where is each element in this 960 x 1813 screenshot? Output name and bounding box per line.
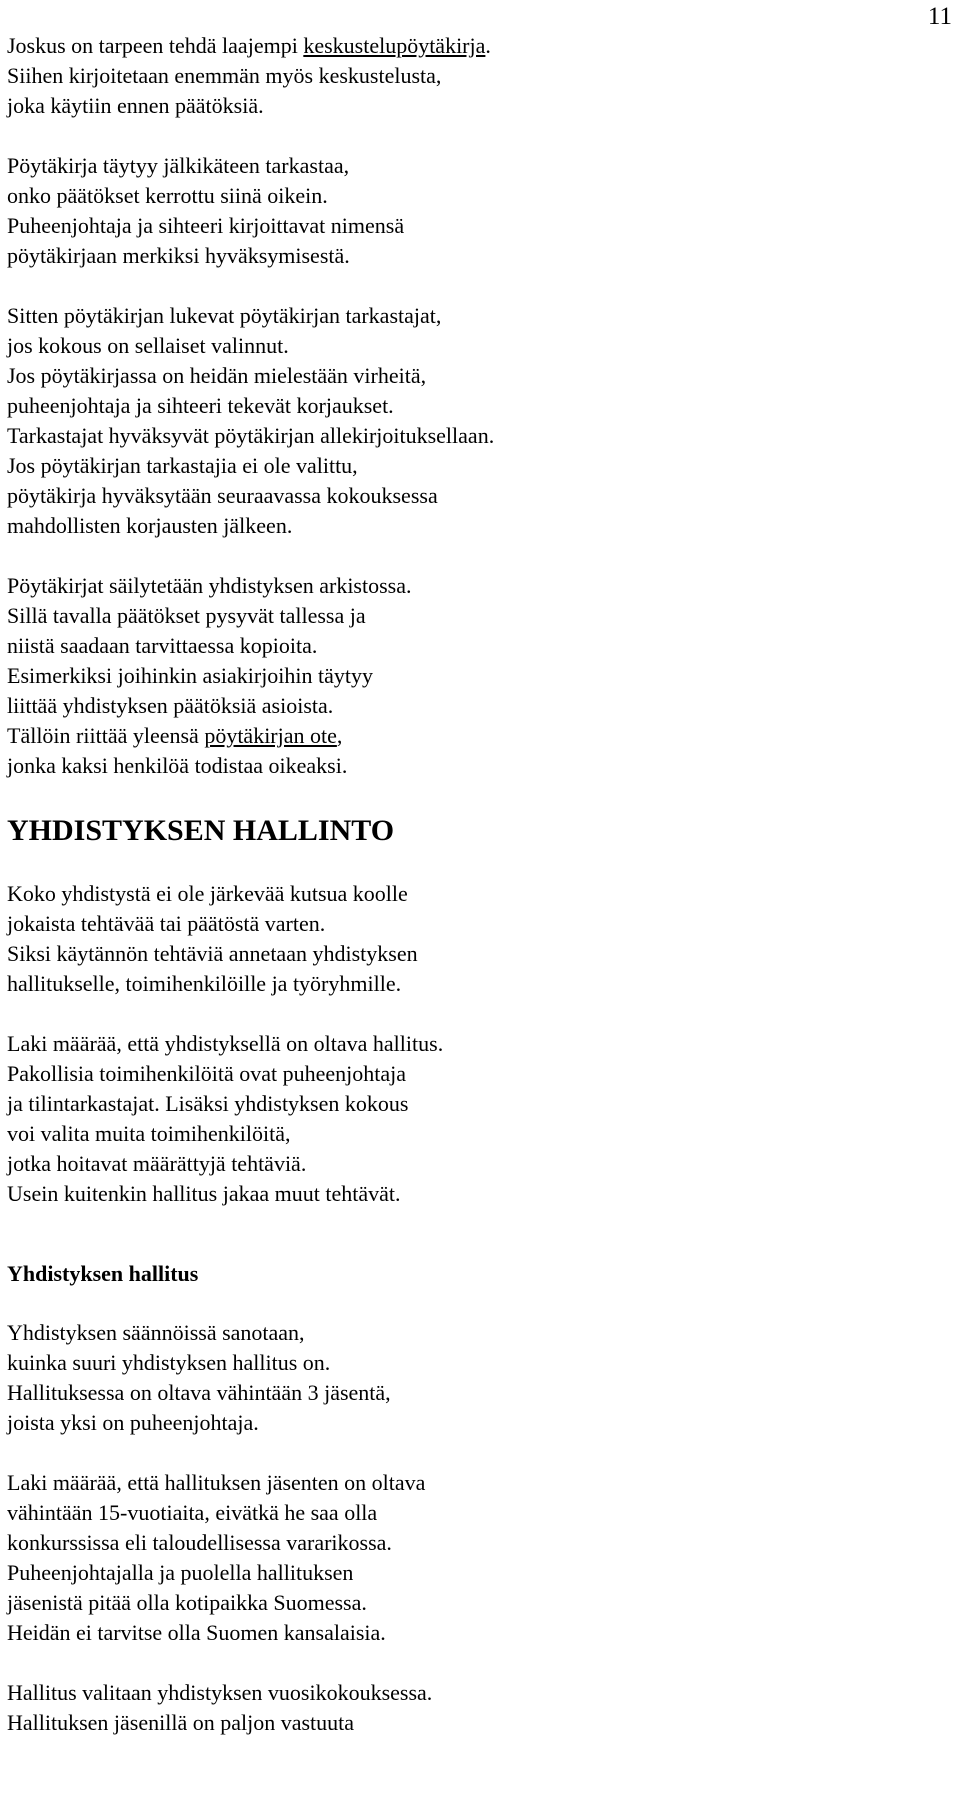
text-line: pöytäkirja hyväksytään seuraavassa kokouksessa bbox=[7, 483, 438, 508]
text-line: vähintään 15-vuotiaita, eivätkä he saa olla bbox=[7, 1500, 378, 1525]
paragraph-tarkastajat bbox=[7, 301, 947, 541]
text-line: Pöytäkirja täytyy jälkikäteen tarkastaa, bbox=[7, 153, 350, 178]
paragraph-keskustelupoytakirja bbox=[7, 31, 947, 121]
text-line: ja tilintarkastajat. Lisäksi yhdistyksen kokous bbox=[7, 1091, 409, 1116]
text-line: Hallituksessa on oltava vähintään 3 jäsentä, bbox=[7, 1380, 391, 1405]
text-line: Siihen kirjoitetaan enemmän myös keskustelusta, bbox=[7, 63, 442, 88]
link-poytakirjan-ote[interactable]: pöytäkirjan ote bbox=[204, 723, 337, 748]
paragraph-laki-hallitus bbox=[7, 1029, 947, 1209]
text-line: Jos pöytäkirjan tarkastajia ei ole valittu, bbox=[7, 453, 358, 478]
text-line: Pakollisia toimihenkilöitä ovat puheenjohtaja bbox=[7, 1061, 406, 1086]
text-line bbox=[7, 721, 947, 751]
text-line: Puheenjohtajalla ja puolella hallituksen bbox=[7, 1560, 354, 1585]
text-line: onko päätökset kerrottu siinä oikein. bbox=[7, 183, 328, 208]
text-segment: Joskus on tarpeen tehdä laajempi bbox=[7, 33, 304, 58]
text-line: Sitten pöytäkirjan lukevat pöytäkirjan tarkastajat, bbox=[7, 303, 442, 328]
text-line: Koko yhdistystä ei ole järkevää kutsua koolle bbox=[7, 881, 408, 906]
text-line: Laki määrää, että hallituksen jäsenten on oltava bbox=[7, 1470, 426, 1495]
link-keskustelupoytakirja[interactable]: keskustelupöytäkirja bbox=[303, 33, 486, 58]
text-line: Puheenjohtaja ja sihteeri kirjoittavat nimensä bbox=[7, 213, 405, 238]
text-segment: , bbox=[336, 723, 343, 748]
text-line: hallitukselle, toimihenkilöille ja työryhmille. bbox=[7, 971, 402, 996]
text-line bbox=[7, 31, 947, 61]
paragraph-jasenten-vaatimukset bbox=[7, 1468, 947, 1648]
text-line: puheenjohtaja ja sihteeri tekevät korjaukset. bbox=[7, 393, 394, 418]
text-line: Jos pöytäkirjassa on heidän mielestään virheitä, bbox=[7, 363, 427, 388]
text-line: pöytäkirjaan merkiksi hyväksymisestä. bbox=[7, 243, 350, 268]
text-line: joista yksi on puheenjohtaja. bbox=[7, 1410, 259, 1435]
text-line: joka käytiin ennen päätöksiä. bbox=[7, 93, 264, 118]
text-line: kuinka suuri yhdistyksen hallitus on. bbox=[7, 1350, 331, 1375]
text-line: Sillä tavalla päätökset pysyvät tallessa ja bbox=[7, 603, 366, 628]
text-line: Hallituksen jäsenillä on paljon vastuuta bbox=[7, 1710, 355, 1735]
text-line: Heidän ei tarvitse olla Suomen kansalaisia. bbox=[7, 1620, 386, 1645]
text-line: jäsenistä pitää olla kotipaikka Suomessa. bbox=[7, 1590, 367, 1615]
paragraph-tarkastus bbox=[7, 151, 947, 271]
subsection-heading: Yhdistyksen hallitus bbox=[7, 1261, 199, 1286]
paragraph-hallinto bbox=[7, 879, 947, 999]
text-line: jos kokous on sellaiset valinnut. bbox=[7, 333, 289, 358]
document-body bbox=[7, 31, 947, 1738]
text-line: jotka hoitavat määrättyjä tehtäviä. bbox=[7, 1151, 307, 1176]
text-line: Usein kuitenkin hallitus jakaa muut tehtävät. bbox=[7, 1181, 401, 1206]
text-line: mahdollisten korjausten jälkeen. bbox=[7, 513, 293, 538]
paragraph-arkisto bbox=[7, 571, 947, 781]
text-line: Laki määrää, että yhdistyksellä on oltava hallitus. bbox=[7, 1031, 444, 1056]
text-line: liittää yhdistyksen päätöksiä asioista. bbox=[7, 693, 334, 718]
text-line: jokaista tehtävää tai päätöstä varten. bbox=[7, 911, 326, 936]
text-line: voi valita muita toimihenkilöitä, bbox=[7, 1121, 291, 1146]
text-line: Yhdistyksen säännöissä sanotaan, bbox=[7, 1320, 305, 1345]
text-line: Siksi käytännön tehtäviä annetaan yhdistyksen bbox=[7, 941, 418, 966]
paragraph-hallituksen-koko bbox=[7, 1318, 947, 1438]
text-line: konkurssissa eli taloudellisessa vararikossa. bbox=[7, 1530, 392, 1555]
text-line: Esimerkiksi joihinkin asiakirjoihin täytyy bbox=[7, 663, 374, 688]
section-heading: YHDISTYKSEN HALLINTO bbox=[7, 814, 395, 847]
text-line: Hallitus valitaan yhdistyksen vuosikokouksessa. bbox=[7, 1680, 433, 1705]
text-line: niistä saadaan tarvittaessa kopioita. bbox=[7, 633, 318, 658]
text-line: Pöytäkirjat säilytetään yhdistyksen arkistossa. bbox=[7, 573, 412, 598]
page-number: 11 bbox=[927, 3, 952, 30]
text-line: jonka kaksi henkilöä todistaa oikeaksi. bbox=[7, 753, 348, 778]
paragraph-valinta bbox=[7, 1678, 947, 1738]
text-segment: . bbox=[485, 33, 491, 58]
text-segment: Tällöin riittää yleensä bbox=[7, 723, 205, 748]
text-line: Tarkastajat hyväksyvät pöytäkirjan allekirjoituksellaan. bbox=[7, 423, 495, 448]
